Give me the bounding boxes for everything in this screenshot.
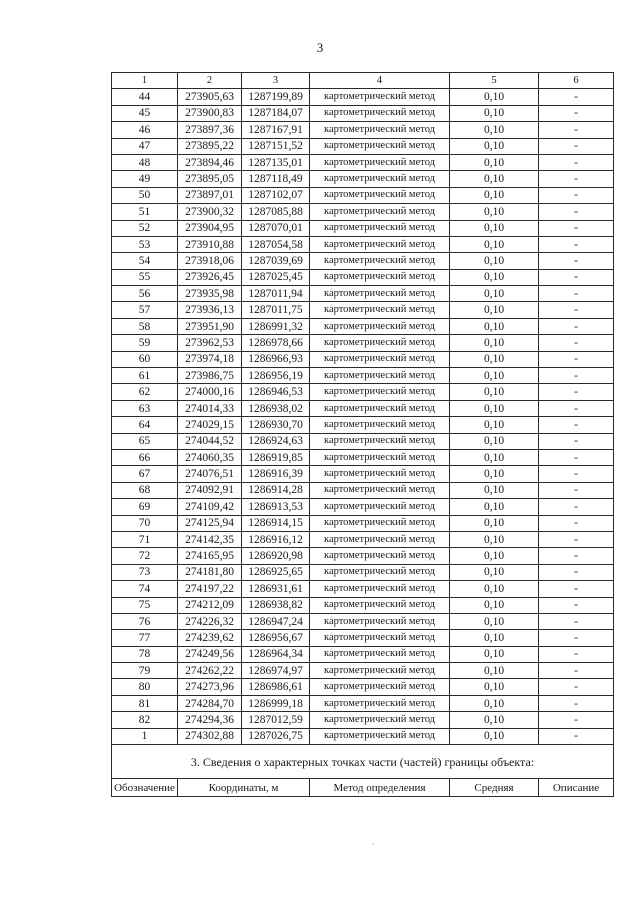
description-cell: - — [539, 695, 614, 711]
point-number-cell: 47 — [112, 138, 178, 154]
table-row — [112, 384, 614, 400]
point-number-cell: 71 — [112, 531, 178, 547]
coordinate-y-cell: 1286938,02 — [242, 400, 310, 416]
point-number-cell: 1 — [112, 728, 178, 744]
coordinate-y-cell: 1286914,28 — [242, 482, 310, 498]
table-header-row — [112, 73, 614, 89]
accuracy-cell: 0,10 — [450, 613, 539, 629]
method-cell: картометрический метод — [310, 630, 450, 646]
coordinates-table — [111, 72, 614, 797]
accuracy-cell: 0,10 — [450, 417, 539, 433]
point-number-cell: 81 — [112, 695, 178, 711]
method-cell: картометрический метод — [310, 581, 450, 597]
coordinate-y-cell: 1286946,53 — [242, 384, 310, 400]
point-number-cell: 54 — [112, 253, 178, 269]
table-row — [112, 154, 614, 170]
coordinate-y-cell: 1287026,75 — [242, 728, 310, 744]
table-row — [112, 286, 614, 302]
point-number-cell: 72 — [112, 548, 178, 564]
point-number-cell: 48 — [112, 154, 178, 170]
description-cell: - — [539, 482, 614, 498]
column-header-description: Описание — [539, 779, 614, 797]
coordinate-y-cell: 1286916,39 — [242, 466, 310, 482]
description-cell: - — [539, 171, 614, 187]
description-cell: - — [539, 531, 614, 547]
description-cell: - — [539, 581, 614, 597]
point-number-cell: 63 — [112, 400, 178, 416]
coordinate-x-cell: 274109,42 — [178, 499, 242, 515]
method-cell: картометрический метод — [310, 482, 450, 498]
accuracy-cell: 0,10 — [450, 597, 539, 613]
coordinate-y-cell: 1286978,66 — [242, 335, 310, 351]
accuracy-cell: 0,10 — [450, 531, 539, 547]
method-cell: картометрический метод — [310, 138, 450, 154]
coordinate-y-cell: 1287054,58 — [242, 236, 310, 252]
method-cell: картометрический метод — [310, 384, 450, 400]
coordinate-y-cell: 1286924,63 — [242, 433, 310, 449]
coordinate-x-cell: 273974,18 — [178, 351, 242, 367]
description-cell: - — [539, 384, 614, 400]
method-cell: картометрический метод — [310, 597, 450, 613]
point-number-cell: 50 — [112, 187, 178, 203]
description-cell: - — [539, 286, 614, 302]
coordinate-x-cell: 273897,01 — [178, 187, 242, 203]
description-cell: - — [539, 269, 614, 285]
method-cell: картометрический метод — [310, 515, 450, 531]
coordinate-y-cell: 1287167,91 — [242, 122, 310, 138]
method-cell: картометрический метод — [310, 433, 450, 449]
point-number-cell: 51 — [112, 204, 178, 220]
coordinate-y-cell: 1287151,52 — [242, 138, 310, 154]
description-cell: - — [539, 351, 614, 367]
method-cell: картометрический метод — [310, 204, 450, 220]
coordinate-x-cell: 274000,16 — [178, 384, 242, 400]
description-cell: - — [539, 335, 614, 351]
column-header: 1 — [112, 73, 178, 89]
point-number-cell: 56 — [112, 286, 178, 302]
coordinate-y-cell: 1287085,88 — [242, 204, 310, 220]
description-cell: - — [539, 236, 614, 252]
table-row — [112, 482, 614, 498]
accuracy-cell: 0,10 — [450, 384, 539, 400]
coordinate-x-cell: 274060,35 — [178, 449, 242, 465]
description-cell: - — [539, 712, 614, 728]
description-cell: - — [539, 368, 614, 384]
column-header: 2 — [178, 73, 242, 89]
coordinate-x-cell: 274273,96 — [178, 679, 242, 695]
method-cell: картометрический метод — [310, 187, 450, 203]
table-row — [112, 581, 614, 597]
description-cell: - — [539, 597, 614, 613]
point-number-cell: 57 — [112, 302, 178, 318]
accuracy-cell: 0,10 — [450, 728, 539, 744]
coordinate-x-cell: 274197,22 — [178, 581, 242, 597]
method-cell: картометрический метод — [310, 531, 450, 547]
accuracy-cell: 0,10 — [450, 564, 539, 580]
accuracy-cell: 0,10 — [450, 482, 539, 498]
coordinate-x-cell: 273962,53 — [178, 335, 242, 351]
point-number-cell: 44 — [112, 89, 178, 105]
coordinate-y-cell: 1286919,85 — [242, 449, 310, 465]
accuracy-cell: 0,10 — [450, 286, 539, 302]
table-row — [112, 499, 614, 515]
coordinate-x-cell: 274302,88 — [178, 728, 242, 744]
page-number: 3 — [316, 40, 324, 55]
section-title: 3. Сведения о характерных точках части (частей) границы объекта: — [112, 745, 614, 779]
point-number-cell: 67 — [112, 466, 178, 482]
accuracy-cell: 0,10 — [450, 204, 539, 220]
method-cell: картометрический метод — [310, 154, 450, 170]
scan-speck — [372, 843, 374, 845]
method-cell: картометрический метод — [310, 646, 450, 662]
point-number-cell: 74 — [112, 581, 178, 597]
table-row — [112, 433, 614, 449]
coordinate-x-cell: 273936,13 — [178, 302, 242, 318]
method-cell: картометрический метод — [310, 613, 450, 629]
point-number-cell: 52 — [112, 220, 178, 236]
column-header: 4 — [310, 73, 450, 89]
accuracy-cell: 0,10 — [450, 187, 539, 203]
method-cell: картометрический метод — [310, 253, 450, 269]
description-cell: - — [539, 449, 614, 465]
column-header: 3 — [242, 73, 310, 89]
accuracy-cell: 0,10 — [450, 318, 539, 334]
coordinate-x-cell: 274181,80 — [178, 564, 242, 580]
accuracy-cell: 0,10 — [450, 302, 539, 318]
coordinate-x-cell: 274165,95 — [178, 548, 242, 564]
coordinate-y-cell: 1286991,32 — [242, 318, 310, 334]
accuracy-cell: 0,10 — [450, 466, 539, 482]
point-number-cell: 66 — [112, 449, 178, 465]
method-cell: картометрический метод — [310, 548, 450, 564]
table-row — [112, 695, 614, 711]
point-number-cell: 75 — [112, 597, 178, 613]
description-cell: - — [539, 417, 614, 433]
method-cell: картометрический метод — [310, 236, 450, 252]
table-row — [112, 302, 614, 318]
accuracy-cell: 0,10 — [450, 515, 539, 531]
accuracy-cell: 0,10 — [450, 581, 539, 597]
coordinate-y-cell: 1286947,24 — [242, 613, 310, 629]
accuracy-cell: 0,10 — [450, 154, 539, 170]
coordinate-x-cell: 273904,95 — [178, 220, 242, 236]
coordinate-x-cell: 273910,88 — [178, 236, 242, 252]
accuracy-cell: 0,10 — [450, 351, 539, 367]
accuracy-cell: 0,10 — [450, 449, 539, 465]
description-cell: - — [539, 548, 614, 564]
coordinate-y-cell: 1286920,98 — [242, 548, 310, 564]
coordinate-y-cell: 1287199,89 — [242, 89, 310, 105]
coordinate-y-cell: 1286938,82 — [242, 597, 310, 613]
coordinate-x-cell: 274249,56 — [178, 646, 242, 662]
description-cell: - — [539, 630, 614, 646]
description-cell: - — [539, 564, 614, 580]
method-cell: картометрический метод — [310, 417, 450, 433]
accuracy-cell: 0,10 — [450, 138, 539, 154]
coordinate-y-cell: 1287012,59 — [242, 712, 310, 728]
point-number-cell: 65 — [112, 433, 178, 449]
accuracy-cell: 0,10 — [450, 499, 539, 515]
coordinate-x-cell: 274284,70 — [178, 695, 242, 711]
method-cell: картометрический метод — [310, 89, 450, 105]
description-cell: - — [539, 187, 614, 203]
coordinate-x-cell: 274014,33 — [178, 400, 242, 416]
coordinate-y-cell: 1286956,67 — [242, 630, 310, 646]
coordinate-x-cell: 273986,75 — [178, 368, 242, 384]
accuracy-cell: 0,10 — [450, 548, 539, 564]
column-header-mean: Средняя — [450, 779, 539, 797]
table-row — [112, 253, 614, 269]
table-row — [112, 400, 614, 416]
accuracy-cell: 0,10 — [450, 695, 539, 711]
coordinate-y-cell: 1286916,12 — [242, 531, 310, 547]
accuracy-cell: 0,10 — [450, 335, 539, 351]
method-cell: картометрический метод — [310, 728, 450, 744]
point-number-cell: 80 — [112, 679, 178, 695]
point-number-cell: 77 — [112, 630, 178, 646]
coordinate-x-cell: 274044,52 — [178, 433, 242, 449]
next-table-header-row — [112, 779, 614, 797]
method-cell: картометрический метод — [310, 663, 450, 679]
accuracy-cell: 0,10 — [450, 269, 539, 285]
table-row — [112, 728, 614, 744]
coordinate-y-cell: 1286914,15 — [242, 515, 310, 531]
point-number-cell: 61 — [112, 368, 178, 384]
accuracy-cell: 0,10 — [450, 679, 539, 695]
table-row — [112, 663, 614, 679]
coordinate-x-cell: 274239,62 — [178, 630, 242, 646]
description-cell: - — [539, 515, 614, 531]
point-number-cell: 68 — [112, 482, 178, 498]
coordinate-x-cell: 273905,63 — [178, 89, 242, 105]
description-cell: - — [539, 138, 614, 154]
description-cell: - — [539, 253, 614, 269]
method-cell: картометрический метод — [310, 400, 450, 416]
description-cell: - — [539, 89, 614, 105]
table-row — [112, 531, 614, 547]
coordinate-x-cell: 273895,22 — [178, 138, 242, 154]
method-cell: картометрический метод — [310, 679, 450, 695]
method-cell: картометрический метод — [310, 351, 450, 367]
description-cell: - — [539, 646, 614, 662]
table-row — [112, 204, 614, 220]
coordinate-x-cell: 274029,15 — [178, 417, 242, 433]
coordinate-y-cell: 1287184,07 — [242, 105, 310, 121]
accuracy-cell: 0,10 — [450, 105, 539, 121]
coordinate-y-cell: 1287135,01 — [242, 154, 310, 170]
description-cell: - — [539, 122, 614, 138]
point-number-cell: 78 — [112, 646, 178, 662]
method-cell: картометрический метод — [310, 286, 450, 302]
accuracy-cell: 0,10 — [450, 646, 539, 662]
coordinate-x-cell: 274212,09 — [178, 597, 242, 613]
point-number-cell: 53 — [112, 236, 178, 252]
coordinate-y-cell: 1286999,18 — [242, 695, 310, 711]
method-cell: картометрический метод — [310, 105, 450, 121]
coordinate-y-cell: 1286986,61 — [242, 679, 310, 695]
description-cell: - — [539, 499, 614, 515]
coordinate-y-cell: 1286930,70 — [242, 417, 310, 433]
method-cell: картометрический метод — [310, 335, 450, 351]
method-cell: картометрический метод — [310, 564, 450, 580]
coordinate-y-cell: 1287011,75 — [242, 302, 310, 318]
accuracy-cell: 0,10 — [450, 171, 539, 187]
point-number-cell: 73 — [112, 564, 178, 580]
description-cell: - — [539, 154, 614, 170]
coordinate-x-cell: 274294,36 — [178, 712, 242, 728]
coordinate-x-cell: 274262,22 — [178, 663, 242, 679]
method-cell: картометрический метод — [310, 499, 450, 515]
table-row — [112, 171, 614, 187]
point-number-cell: 55 — [112, 269, 178, 285]
method-cell: картометрический метод — [310, 318, 450, 334]
description-cell: - — [539, 613, 614, 629]
method-cell: картометрический метод — [310, 302, 450, 318]
column-header-coordinates: Координаты, м — [178, 779, 310, 797]
method-cell: картометрический метод — [310, 466, 450, 482]
table-row — [112, 613, 614, 629]
method-cell: картометрический метод — [310, 695, 450, 711]
point-number-cell: 82 — [112, 712, 178, 728]
table-row — [112, 597, 614, 613]
table-row — [112, 630, 614, 646]
accuracy-cell: 0,10 — [450, 368, 539, 384]
table-row — [112, 351, 614, 367]
accuracy-cell: 0,10 — [450, 89, 539, 105]
column-header-designation: Обозначение — [112, 779, 178, 797]
table-row — [112, 138, 614, 154]
coordinate-y-cell: 1287025,45 — [242, 269, 310, 285]
coordinate-y-cell: 1287011,94 — [242, 286, 310, 302]
description-cell: - — [539, 220, 614, 236]
coordinate-y-cell: 1287118,49 — [242, 171, 310, 187]
coordinate-y-cell: 1286974,97 — [242, 663, 310, 679]
point-number-cell: 49 — [112, 171, 178, 187]
description-cell: - — [539, 663, 614, 679]
table-row — [112, 564, 614, 580]
coordinate-x-cell: 274226,32 — [178, 613, 242, 629]
coordinate-x-cell: 273894,46 — [178, 154, 242, 170]
table-row — [112, 269, 614, 285]
coordinate-x-cell: 273935,98 — [178, 286, 242, 302]
method-cell: картометрический метод — [310, 220, 450, 236]
coordinate-x-cell: 274076,51 — [178, 466, 242, 482]
coordinate-y-cell: 1286913,53 — [242, 499, 310, 515]
method-cell: картометрический метод — [310, 449, 450, 465]
column-header-method: Метод определения — [310, 779, 450, 797]
point-number-cell: 64 — [112, 417, 178, 433]
coordinate-x-cell: 273900,32 — [178, 204, 242, 220]
coordinate-y-cell: 1286931,61 — [242, 581, 310, 597]
coordinate-y-cell: 1287039,69 — [242, 253, 310, 269]
point-number-cell: 76 — [112, 613, 178, 629]
coordinate-y-cell: 1286966,93 — [242, 351, 310, 367]
coordinate-x-cell: 273951,90 — [178, 318, 242, 334]
point-number-cell: 60 — [112, 351, 178, 367]
table-row — [112, 187, 614, 203]
accuracy-cell: 0,10 — [450, 630, 539, 646]
coordinate-x-cell: 274092,91 — [178, 482, 242, 498]
column-header: 5 — [450, 73, 539, 89]
point-number-cell: 46 — [112, 122, 178, 138]
column-header: 6 — [539, 73, 614, 89]
table-row — [112, 236, 614, 252]
coordinate-x-cell: 273926,45 — [178, 269, 242, 285]
point-number-cell: 69 — [112, 499, 178, 515]
point-number-cell: 59 — [112, 335, 178, 351]
point-number-cell: 45 — [112, 105, 178, 121]
description-cell: - — [539, 400, 614, 416]
accuracy-cell: 0,10 — [450, 433, 539, 449]
table-row — [112, 368, 614, 384]
accuracy-cell: 0,10 — [450, 253, 539, 269]
coordinate-x-cell: 273897,36 — [178, 122, 242, 138]
point-number-cell: 79 — [112, 663, 178, 679]
point-number-cell: 58 — [112, 318, 178, 334]
accuracy-cell: 0,10 — [450, 236, 539, 252]
table-row — [112, 417, 614, 433]
table-row — [112, 466, 614, 482]
description-cell: - — [539, 204, 614, 220]
table-row — [112, 89, 614, 105]
coordinate-x-cell: 273900,83 — [178, 105, 242, 121]
section-title-row — [112, 745, 614, 779]
table-row — [112, 515, 614, 531]
accuracy-cell: 0,10 — [450, 220, 539, 236]
accuracy-cell: 0,10 — [450, 400, 539, 416]
coordinate-y-cell: 1287102,07 — [242, 187, 310, 203]
table-row — [112, 318, 614, 334]
description-cell: - — [539, 318, 614, 334]
table-row — [112, 712, 614, 728]
table-row — [112, 122, 614, 138]
accuracy-cell: 0,10 — [450, 663, 539, 679]
description-cell: - — [539, 466, 614, 482]
table-row — [112, 335, 614, 351]
coordinate-x-cell: 274125,94 — [178, 515, 242, 531]
method-cell: картометрический метод — [310, 368, 450, 384]
point-number-cell: 62 — [112, 384, 178, 400]
description-cell: - — [539, 728, 614, 744]
description-cell: - — [539, 302, 614, 318]
method-cell: картометрический метод — [310, 269, 450, 285]
method-cell: картометрический метод — [310, 171, 450, 187]
table-row — [112, 679, 614, 695]
table-row — [112, 449, 614, 465]
accuracy-cell: 0,10 — [450, 122, 539, 138]
method-cell: картометрический метод — [310, 122, 450, 138]
coordinate-x-cell: 273918,06 — [178, 253, 242, 269]
coordinate-y-cell: 1287070,01 — [242, 220, 310, 236]
table-row — [112, 105, 614, 121]
accuracy-cell: 0,10 — [450, 712, 539, 728]
coordinate-y-cell: 1286956,19 — [242, 368, 310, 384]
description-cell: - — [539, 433, 614, 449]
description-cell: - — [539, 679, 614, 695]
table-row — [112, 220, 614, 236]
coordinate-y-cell: 1286964,34 — [242, 646, 310, 662]
description-cell: - — [539, 105, 614, 121]
coordinate-x-cell: 274142,35 — [178, 531, 242, 547]
coordinate-x-cell: 273895,05 — [178, 171, 242, 187]
point-number-cell: 70 — [112, 515, 178, 531]
method-cell: картометрический метод — [310, 712, 450, 728]
coordinate-y-cell: 1286925,65 — [242, 564, 310, 580]
table-row — [112, 646, 614, 662]
table-row — [112, 548, 614, 564]
